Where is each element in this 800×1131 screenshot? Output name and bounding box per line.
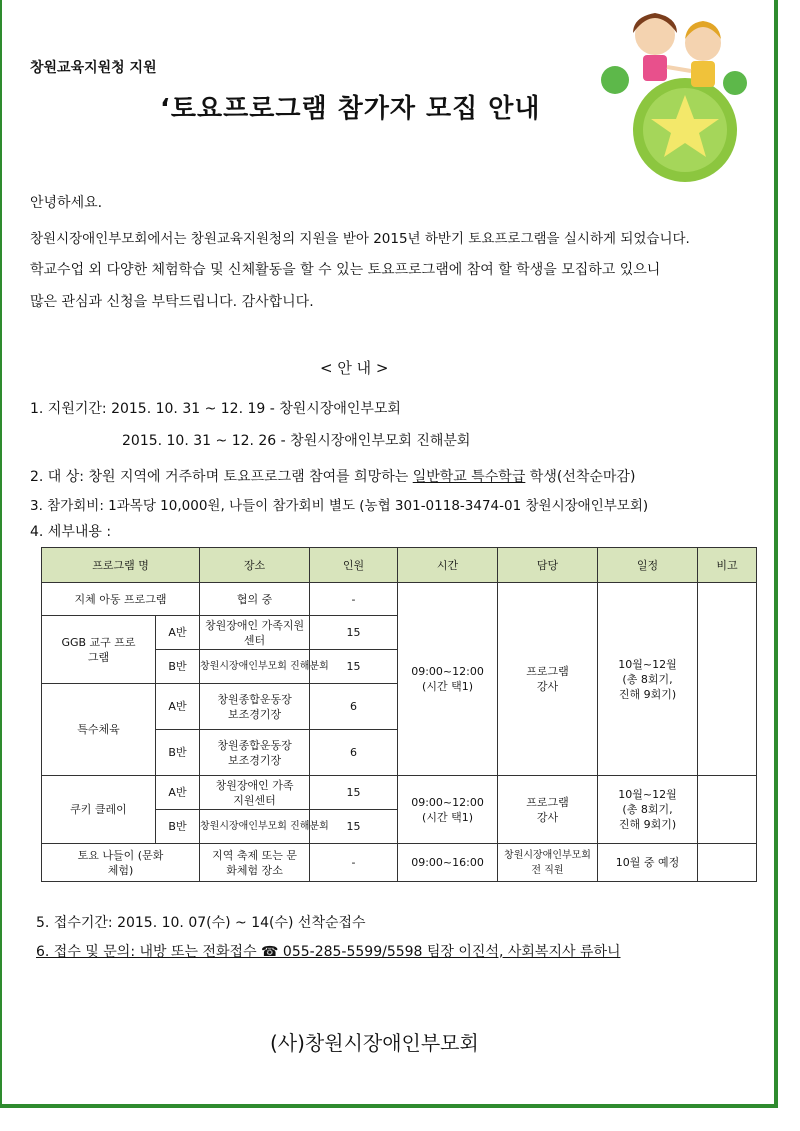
program-count: 15 xyxy=(310,616,398,650)
info-item-1b: 2015. 10. 31 ~ 12. 26 - 창원시장애인부모회 진해분회 xyxy=(122,433,471,449)
class-label: A반 xyxy=(156,684,200,730)
program-count: 15 xyxy=(310,776,398,810)
info-item-5: 5. 접수기간: 2015. 10. 07(수) ~ 14(수) 선착순접수 xyxy=(36,915,366,931)
info-item-6: 6. 접수 및 문의: 내방 또는 전화접수 ☎ 055-285-5599/5598 팀장 이진석, 사회복지사 류하니 xyxy=(36,944,621,960)
program-count: 6 xyxy=(310,730,398,776)
program-name: GGB 교구 프로그램 xyxy=(42,616,156,684)
intro-line-3: 많은 관심과 신청을 부탁드립니다. 감사합니다. xyxy=(30,294,314,310)
info-item-2-suffix: 학생(선착순마감) xyxy=(525,469,636,485)
intro-line-1: 창원시장애인부모회에서는 창원교육지원청의 지원을 받아 2015년 하반기 토요프로그램을 실시하게 되었습니다. xyxy=(30,231,690,247)
program-schedule-table xyxy=(41,547,757,882)
note-cell xyxy=(698,776,757,844)
class-label: A반 xyxy=(156,776,200,810)
program-name: 토요 나들이 (문화체험) xyxy=(42,844,200,882)
header-schedule: 일정 xyxy=(598,548,698,583)
class-label: B반 xyxy=(156,650,200,684)
class-label: B반 xyxy=(156,730,200,776)
program-count: - xyxy=(310,844,398,882)
program-name: 쿠키 클레이 xyxy=(42,776,156,844)
program-count: 15 xyxy=(310,650,398,684)
program-place: 창원종합운동장 보조경기장 xyxy=(200,730,310,776)
info-item-3: 3. 참가회비: 1과목당 10,000원, 나들이 참가회비 별도 (농협 301-0118-3474-01 창원시장애인부모회) xyxy=(30,498,649,514)
schedule-line: 10월~12월 xyxy=(618,657,677,671)
info-item-2 xyxy=(30,466,635,486)
program-place: 창원종합운동장 보조경기장 xyxy=(200,684,310,730)
info-heading: < 안 내 > xyxy=(320,359,389,377)
staff-cell: 창원시장애인부모회 전 직원 xyxy=(498,844,598,882)
info-item-4: 4. 세부내용 : xyxy=(30,524,112,540)
intro-line-2: 학교수업 외 다양한 체험학습 및 신체활동을 할 수 있는 토요프로그램에 참여 할 학생을 모집하고 있으니 xyxy=(30,262,661,278)
program-count: 15 xyxy=(310,810,398,844)
schedule-line: 진해 9회기) xyxy=(618,818,677,831)
table-row xyxy=(42,583,757,616)
time-cell xyxy=(398,776,498,844)
time-cell xyxy=(398,583,498,776)
program-place: 협의 중 xyxy=(200,583,310,616)
greeting: 안녕하세요. xyxy=(30,195,103,211)
program-place: 창원시장애인부모회 진해분회 xyxy=(200,650,310,684)
header-count: 인원 xyxy=(310,548,398,583)
program-name: 특수체육 xyxy=(42,684,156,776)
schedule-line: 10월~12월 xyxy=(618,788,677,801)
table-header-row xyxy=(42,548,757,583)
schedule-line: 진해 9회기) xyxy=(618,687,677,701)
header-staff: 담당 xyxy=(498,548,598,583)
organization-name: (사)창원시장애인부모회 xyxy=(270,1031,479,1055)
time-note: (시간 택1) xyxy=(422,810,473,824)
header-place: 장소 xyxy=(200,548,310,583)
header-time: 시간 xyxy=(398,548,498,583)
time-value: 09:00~12:00 xyxy=(411,665,484,678)
time-note: (시간 택1) xyxy=(422,680,473,693)
staff-cell: 프로그램 강사 xyxy=(498,583,598,776)
class-label: A반 xyxy=(156,616,200,650)
schedule-line: (총 8회기, xyxy=(622,672,673,686)
time-value: 09:00~12:00 xyxy=(411,795,484,809)
table-row xyxy=(42,844,757,882)
schedule-cell xyxy=(598,776,698,844)
time-value: 09:00~16:00 xyxy=(398,844,498,882)
program-place: 창원장애인 가족지원센터 xyxy=(200,776,310,810)
schedule-cell: 10월 중 예정 xyxy=(598,844,698,882)
note-cell xyxy=(698,844,757,882)
sponsor-label: 창원교육지원청 지원 xyxy=(30,60,157,76)
info-item-2-prefix: 2. 대 상: 창원 지역에 거주하며 토요프로그램 참여를 희망하는 xyxy=(30,469,413,485)
program-place: 창원장애인 가족지원센터 xyxy=(200,616,310,650)
note-cell xyxy=(698,583,757,776)
page-title: ‘토요프로그램 참가자 모집 안내 xyxy=(160,94,541,124)
program-count: 6 xyxy=(310,684,398,730)
info-item-2-target: 일반학교 특수학급 xyxy=(412,469,526,485)
program-place: 창원시장애인부모회 진해분회 xyxy=(200,810,310,844)
table-row xyxy=(42,776,757,810)
schedule-cell xyxy=(598,583,698,776)
header-program: 프로그램 명 xyxy=(42,548,200,583)
children-holding-hands-illustration xyxy=(585,5,775,185)
schedule-line: (총 8회기, xyxy=(622,803,673,816)
info-item-1a: 1. 지원기간: 2015. 10. 31 ~ 12. 19 - 창원시장애인부모회 xyxy=(30,401,401,417)
program-place: 지역 축제 또는 문화체험 장소 xyxy=(200,844,310,882)
class-label: B반 xyxy=(156,810,200,844)
program-count: - xyxy=(310,583,398,616)
header-note: 비고 xyxy=(698,548,757,583)
program-name: 지체 아동 프로그램 xyxy=(42,583,200,616)
staff-cell: 프로그램 강사 xyxy=(498,776,598,844)
